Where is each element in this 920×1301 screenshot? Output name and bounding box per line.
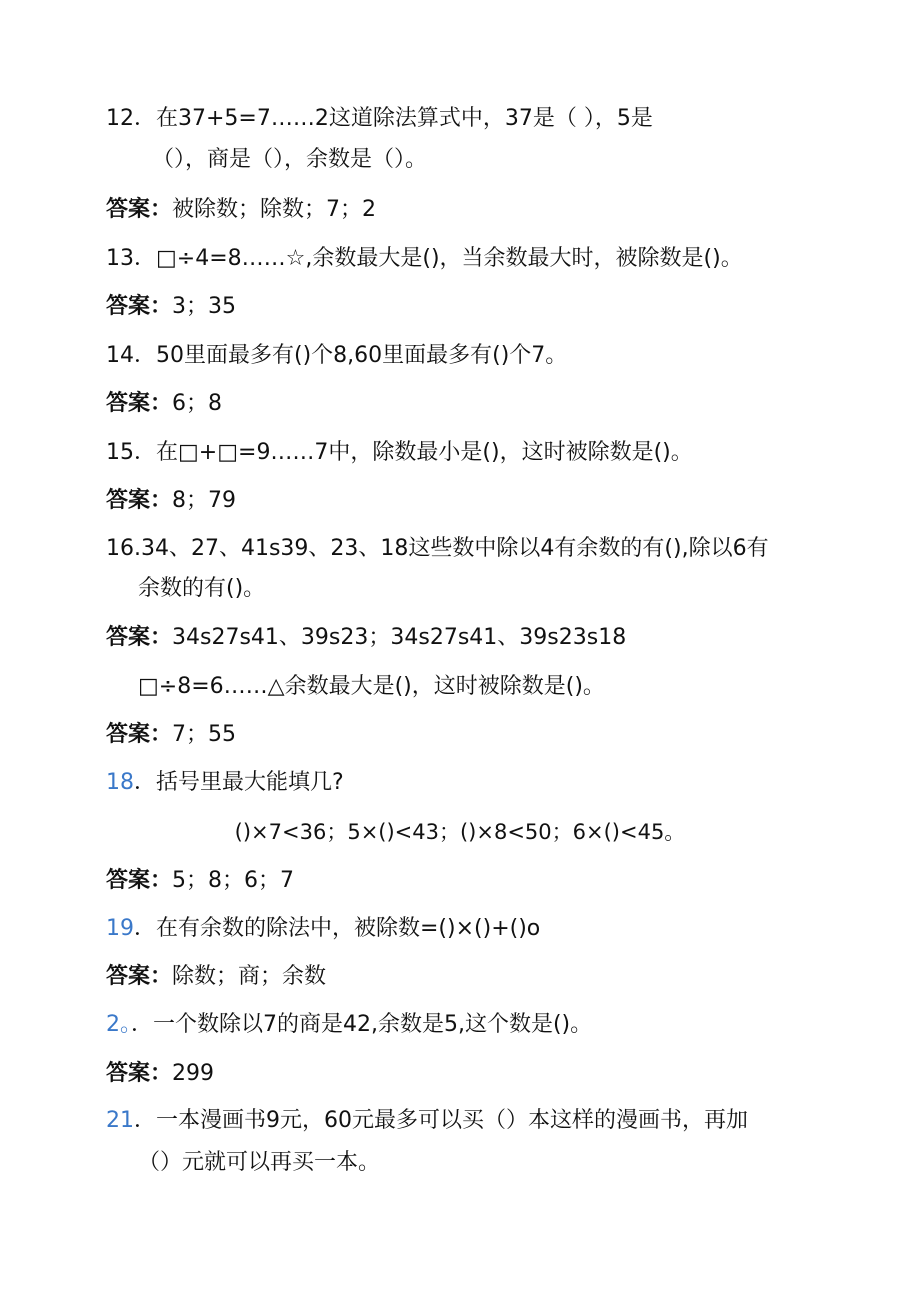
question-number: 19	[106, 916, 134, 941]
question-18-formula: ()×7<36；5×()<43；()×8<50；6×()<45。	[234, 820, 686, 844]
answer-label: 答案：	[106, 197, 173, 222]
answer-13	[106, 292, 236, 322]
answer-16	[106, 623, 626, 653]
answer-text: 除数；商；余数	[172, 964, 327, 989]
question-14	[106, 341, 567, 371]
question-number: 12	[106, 106, 134, 131]
question-text: ．在□+□=9……7中，除数最小是()，这时被除数是()。	[134, 440, 693, 465]
question-17: □÷8=6……△余数最大是()，这时被除数是()。	[138, 674, 605, 699]
answer-19	[106, 962, 326, 992]
question-21-line-1	[106, 1106, 748, 1136]
answer-label: 答案：	[106, 1061, 173, 1086]
question-20	[106, 1010, 592, 1040]
answer-text: 3；35	[172, 294, 237, 319]
answer-12	[106, 195, 376, 225]
answer-15	[106, 486, 236, 516]
question-21-line-2: （）元就可以再买一本。	[138, 1150, 381, 1175]
answer-text: 299	[172, 1061, 215, 1086]
answer-label: 答案：	[106, 488, 173, 513]
question-number: 21	[106, 1108, 134, 1133]
question-12-line-1	[106, 104, 653, 134]
answer-14	[106, 389, 222, 419]
question-number: 18	[106, 770, 134, 795]
answer-label: 答案：	[106, 625, 173, 650]
answer-text: 8；79	[172, 488, 237, 513]
answer-text: 34s27s41、39s23；34s27s41、39s23s18	[172, 625, 627, 650]
question-18	[106, 768, 344, 798]
question-text: ．50里面最多有()个8,60里面最多有()个7。	[134, 343, 568, 368]
question-text: ．在37+5=7……2这道除法算式中，37是（ ），5是	[134, 106, 653, 131]
question-number: 2。	[106, 1012, 131, 1037]
question-text: ．一本漫画书9元，60元最多可以买（）本这样的漫画书，再加	[134, 1108, 748, 1133]
answer-label: 答案：	[106, 722, 173, 747]
answer-label: 答案：	[106, 964, 173, 989]
question-13	[106, 244, 743, 274]
question-12-line-2: （），商是（），余数是（）。	[152, 147, 428, 172]
question-19	[106, 914, 540, 944]
question-16-line-1: 16.34、27、41s39、23、18这些数中除以4有余数的有(),除以6有	[106, 536, 769, 561]
question-text: ．一个数除以7的商是42,余数是5,这个数是()。	[131, 1012, 593, 1037]
answer-label: 答案：	[106, 868, 173, 893]
answer-17	[106, 720, 236, 750]
answer-20	[106, 1059, 214, 1089]
question-15	[106, 438, 693, 468]
answer-text: 5；8；6；7	[172, 868, 295, 893]
question-number: 15	[106, 440, 134, 465]
answer-text: 7；55	[172, 722, 237, 747]
question-text: ．□÷4=8……☆,余数最大是()，当余数最大时，被除数是()。	[134, 246, 743, 271]
answer-18	[106, 866, 294, 896]
question-number: 14	[106, 343, 134, 368]
question-text: ．在有余数的除法中，被除数=()×()+()o	[134, 916, 541, 941]
question-text: ．括号里最大能填几?	[134, 770, 344, 795]
question-number: 13	[106, 246, 134, 271]
answer-label: 答案：	[106, 391, 173, 416]
question-16-line-2: 余数的有()。	[138, 576, 266, 601]
answer-text: 被除数；除数；7；2	[172, 197, 377, 222]
answer-label: 答案：	[106, 294, 173, 319]
answer-text: 6；8	[172, 391, 223, 416]
